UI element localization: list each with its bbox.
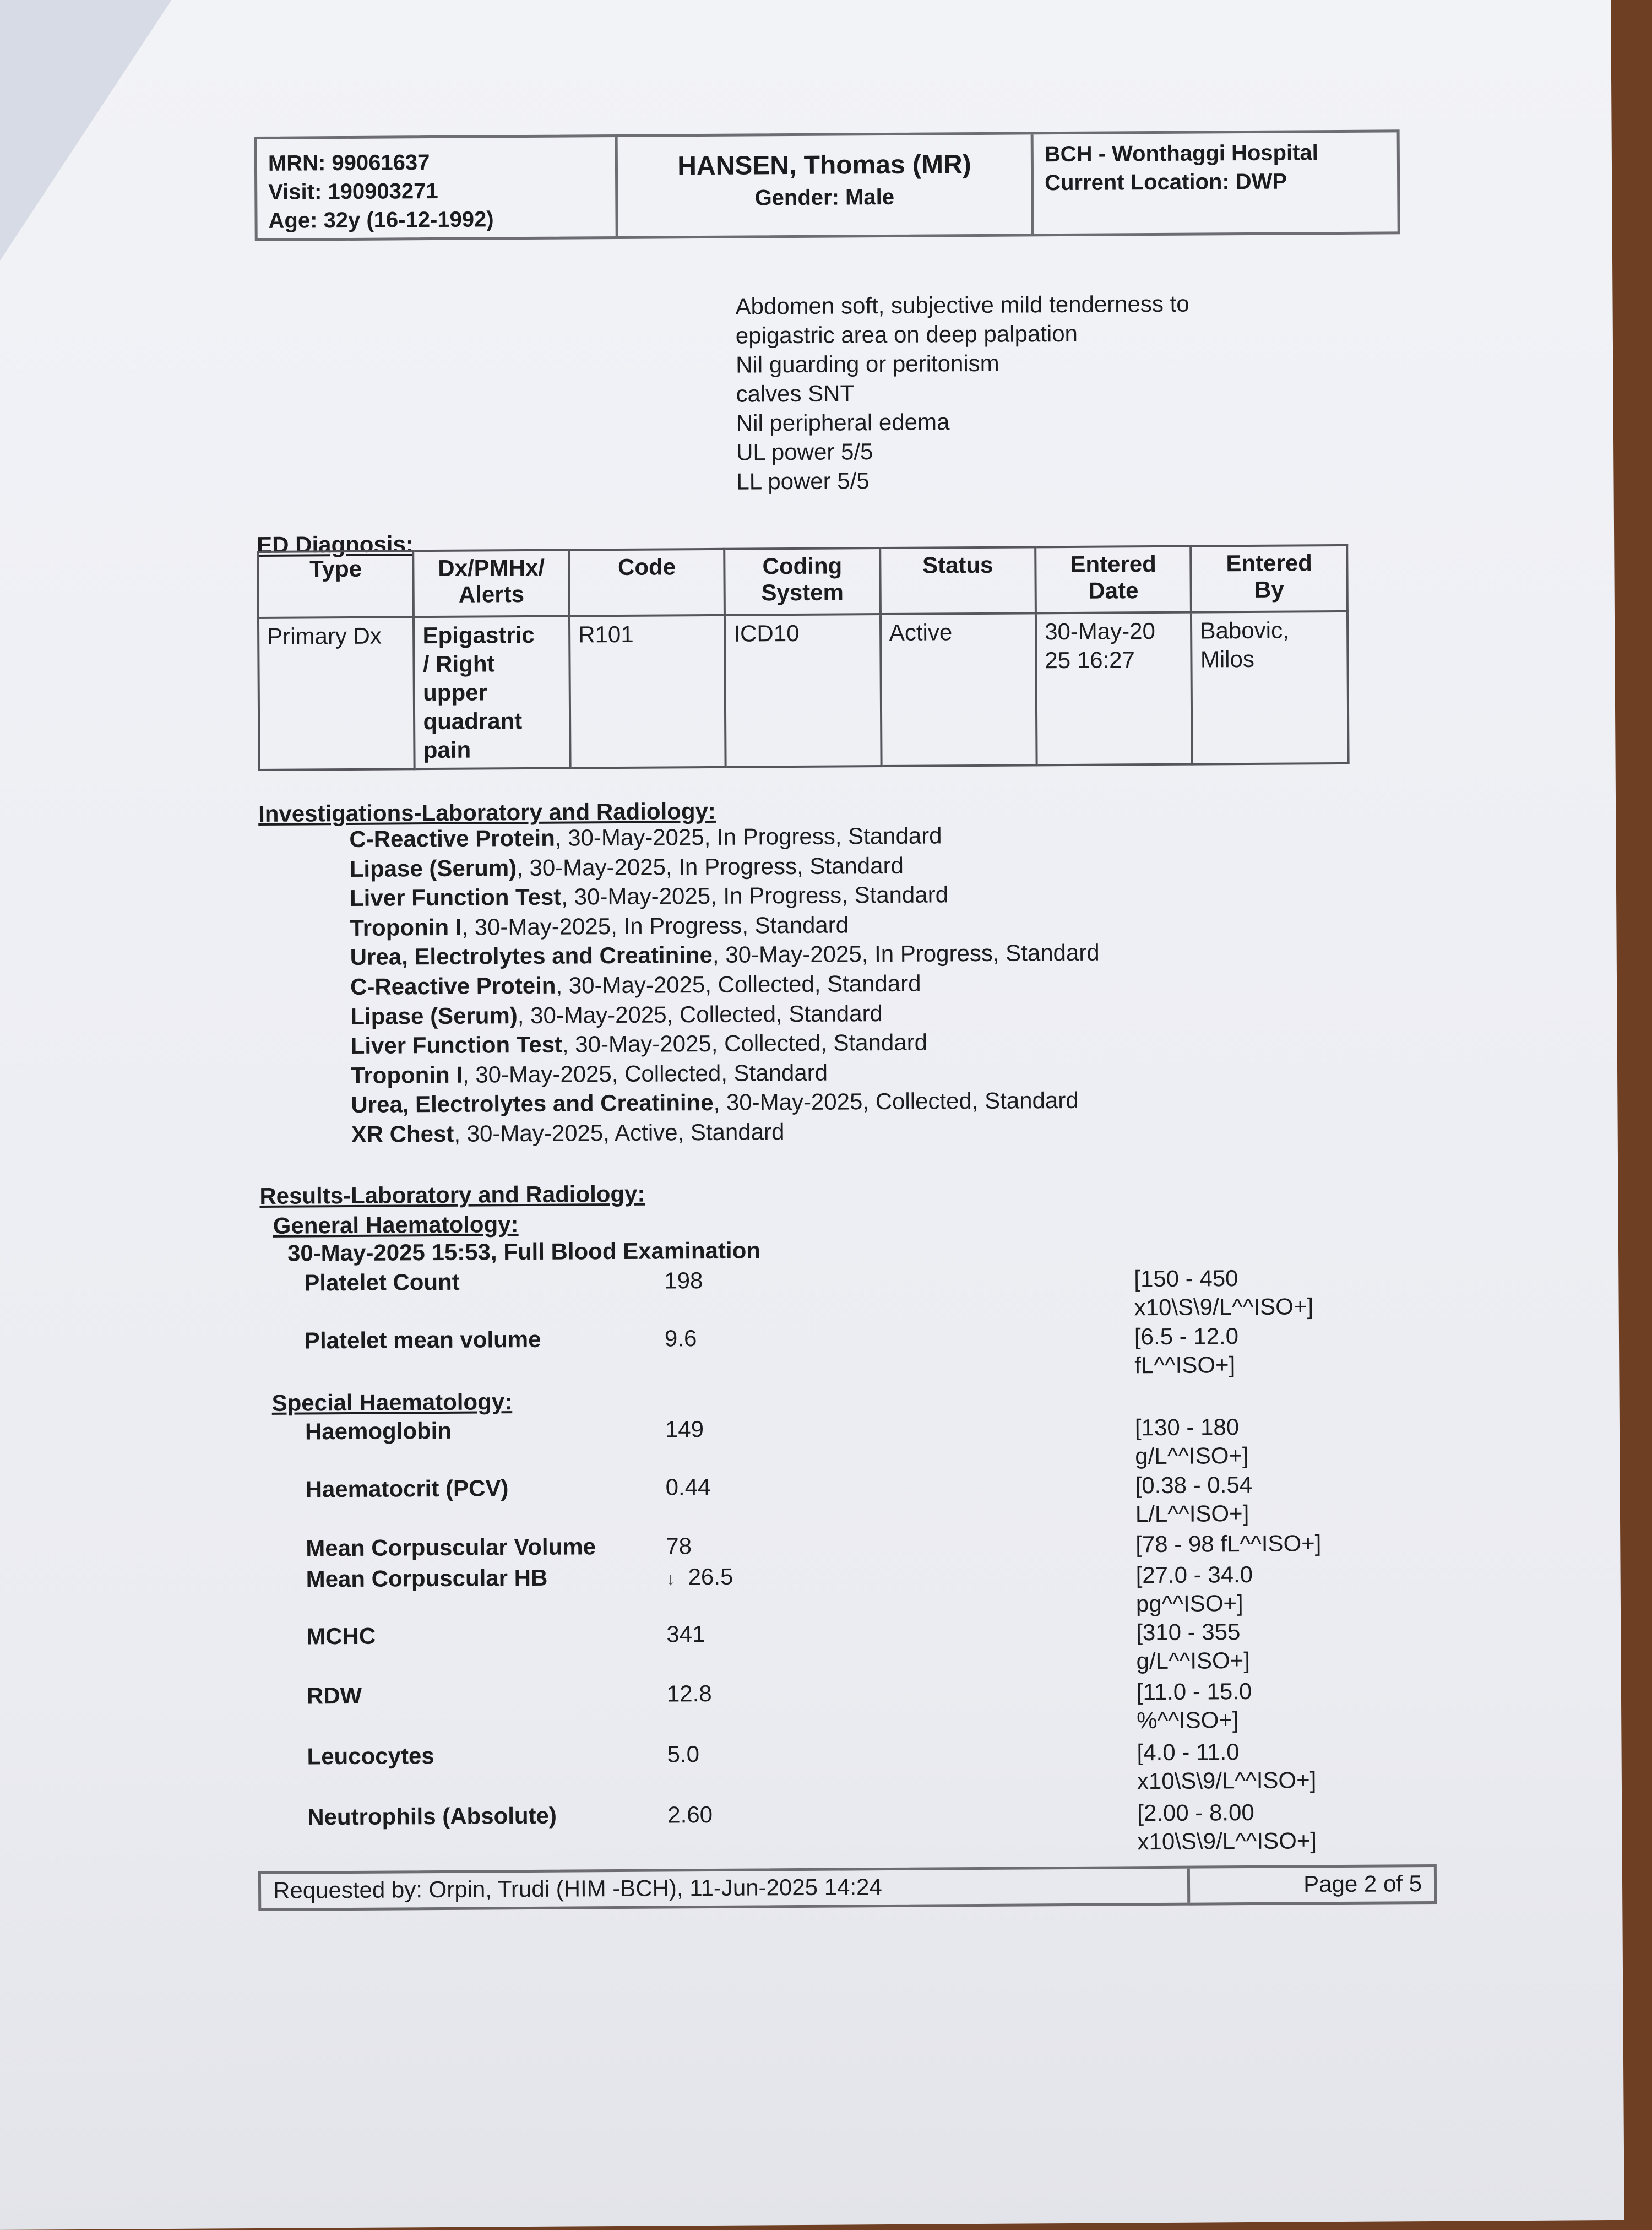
column-header: Code — [569, 549, 725, 616]
exam-note-line: LL power 5/5 — [736, 468, 870, 495]
investigation-item — [350, 882, 948, 912]
investigation-detail: , 30-May-2025, In Progress, Standard — [461, 911, 849, 940]
exam-note-line: UL power 5/5 — [736, 438, 873, 465]
result-name: Platelet Count — [304, 1268, 460, 1296]
investigation-item — [351, 1059, 828, 1088]
result-reference-range: [130 - 180 g/L^^ISO+] — [1134, 1414, 1249, 1469]
result-value: 5.0 — [667, 1741, 700, 1767]
patient-name-cell — [618, 134, 1034, 236]
result-reference-range: [11.0 - 15.0 %^^ISO+] — [1136, 1678, 1252, 1734]
column-header: Status — [880, 547, 1036, 614]
result-value: 12.8 — [666, 1680, 712, 1707]
investigation-item — [350, 970, 921, 1000]
hospital-name: BCH - Wonthaggi Hospital — [1044, 140, 1318, 167]
diagnosis-status: Active — [881, 613, 1037, 766]
result-name: Mean Corpuscular HB — [306, 1564, 548, 1592]
result-value: 0.44 — [665, 1473, 711, 1500]
patient-gender: Gender: Male — [754, 185, 895, 210]
investigation-item — [350, 852, 904, 882]
visit-number: Visit: 190903271 — [268, 178, 438, 204]
entered-by: Babovic, Milos — [1191, 611, 1348, 764]
result-value: 198 — [664, 1267, 703, 1294]
investigation-name: Urea, Electrolytes and Creatinine — [351, 1089, 714, 1118]
investigation-detail: , 30-May-2025, In Progress, Standard — [561, 881, 949, 910]
fbe-heading: 30-May-2025 15:53, Full Blood Examination — [287, 1237, 761, 1266]
result-reference-range: [6.5 - 12.0 fL^^ISO+] — [1134, 1323, 1239, 1379]
results-heading: Results-Laboratory and Radiology: — [259, 1180, 645, 1209]
investigations-heading: Investigations-Laboratory and Radiology: — [258, 797, 716, 827]
investigation-detail: , 30-May-2025, Collected, Standard — [562, 1029, 928, 1057]
special-haematology-heading: Special Haematology: — [271, 1388, 513, 1416]
column-header: Coding System — [724, 548, 880, 615]
low-flag-icon: ↓ — [666, 1569, 675, 1589]
investigation-detail: , 30-May-2025, Active, Standard — [454, 1119, 785, 1147]
investigation-detail: , 30-May-2025, Collected, Standard — [713, 1087, 1079, 1116]
footer-divider — [1187, 1869, 1190, 1903]
requested-by: Requested by: Orpin, Trudi (HIM -BCH), 11-Jun-2025 14:24 — [273, 1874, 882, 1903]
investigation-item — [351, 1029, 928, 1059]
investigation-detail: , 30-May-2025, Collected, Standard — [556, 970, 921, 999]
column-header: Dx/PMHx/ Alerts — [414, 550, 569, 617]
coding-system: ICD10 — [725, 614, 881, 767]
result-name: Mean Corpuscular Volume — [306, 1533, 596, 1561]
investigation-name: Troponin I — [350, 914, 462, 941]
investigation-name: C-Reactive Protein — [350, 972, 556, 1000]
patient-name: HANSEN, Thomas (MR) — [677, 150, 971, 181]
exam-note-line: calves SNT — [736, 380, 855, 407]
diagnosis-header-row — [258, 545, 1347, 618]
result-name: RDW — [306, 1682, 362, 1709]
investigation-name: XR Chest — [351, 1120, 454, 1147]
result-reference-range: [150 - 450 x10\S\9/L^^ISO+] — [1134, 1265, 1314, 1321]
ed-diagnosis-heading: ED Diagnosis: — [257, 531, 414, 558]
investigation-detail: , 30-May-2025, Collected, Standard — [517, 1000, 883, 1028]
result-name: MCHC — [306, 1623, 376, 1650]
result-value: 341 — [666, 1621, 705, 1647]
result-value: 78 — [666, 1533, 692, 1559]
investigation-name: Lipase (Serum) — [350, 1002, 518, 1029]
result-value: 149 — [665, 1416, 704, 1442]
result-name: Leucocytes — [307, 1743, 434, 1770]
column-header: Type — [258, 551, 414, 618]
column-header: Entered By — [1191, 545, 1347, 612]
investigation-detail: , 30-May-2025, In Progress, Standard — [517, 852, 904, 881]
result-reference-range: [0.38 - 0.54 L/L^^ISO+] — [1135, 1471, 1253, 1527]
investigation-detail: , 30-May-2025, In Progress, Standard — [555, 822, 942, 851]
result-value: ↓ 26.5 — [666, 1563, 733, 1590]
result-reference-range: [310 - 355 g/L^^ISO+] — [1136, 1619, 1251, 1674]
general-haematology-heading: General Haematology: — [273, 1211, 519, 1239]
result-reference-range: [2.00 - 8.00 x10\S\9/L^^ISO+] — [1137, 1799, 1317, 1855]
result-reference-range: [78 - 98 fL^^ISO+] — [1135, 1530, 1322, 1558]
result-value: 9.6 — [664, 1325, 697, 1352]
diagnosis-type: Primary Dx — [258, 617, 415, 770]
patient-age: Age: 32y (16-12-1992) — [268, 207, 494, 233]
patient-ids-cell — [257, 137, 618, 238]
result-reference-range: [27.0 - 34.0 pg^^ISO+] — [1135, 1561, 1253, 1617]
investigation-detail: , 30-May-2025, In Progress, Standard — [712, 940, 1100, 968]
investigation-item — [349, 822, 942, 853]
investigation-name: Troponin I — [350, 1061, 463, 1088]
page-number: Page 2 of 5 — [1303, 1870, 1422, 1897]
exam-note-line: epigastric area on deep palpation — [735, 320, 1078, 349]
patient-header — [254, 129, 1400, 241]
result-name: Haematocrit (PCV) — [305, 1475, 509, 1502]
investigation-name: Liver Function Test — [349, 883, 562, 911]
diagnosis-description: Epigastric / Right upper quadrant pain — [414, 616, 570, 769]
exam-note-line: Nil peripheral edema — [736, 409, 950, 436]
investigation-item — [351, 1119, 785, 1148]
result-name: Haemoglobin — [305, 1417, 452, 1445]
investigation-name: Lipase (Serum) — [349, 854, 517, 882]
exam-note-line: Nil guarding or peritonism — [736, 350, 999, 378]
ed-diagnosis-table — [257, 544, 1349, 771]
investigation-item — [350, 911, 849, 941]
result-name: Platelet mean volume — [304, 1326, 541, 1354]
mrn: MRN: 99061637 — [268, 150, 430, 176]
diagnosis-row — [258, 611, 1349, 770]
column-header: Entered Date — [1035, 546, 1191, 614]
paper-fold-corner — [0, 0, 178, 291]
page-footer — [258, 1864, 1437, 1911]
investigation-item — [351, 1087, 1079, 1118]
entered-date: 30-May-20 25 16:27 — [1036, 612, 1192, 766]
investigation-name: Urea, Electrolytes and Creatinine — [350, 942, 713, 970]
diagnosis-code: R101 — [569, 615, 726, 768]
investigation-name: Liver Function Test — [350, 1031, 563, 1059]
investigation-item — [350, 940, 1100, 970]
current-location: Current Location: DWP — [1045, 169, 1287, 196]
investigation-name: C-Reactive Protein — [349, 824, 556, 852]
investigation-detail: , 30-May-2025, Collected, Standard — [462, 1059, 828, 1088]
result-reference-range: [4.0 - 11.0 x10\S\9/L^^ISO+] — [1137, 1739, 1317, 1794]
result-value: 2.60 — [667, 1801, 713, 1828]
exam-note-line: Abdomen soft, subjective mild tenderness to — [735, 290, 1189, 319]
result-name: Neutrophils (Absolute) — [307, 1802, 557, 1830]
investigation-item — [350, 1000, 883, 1030]
